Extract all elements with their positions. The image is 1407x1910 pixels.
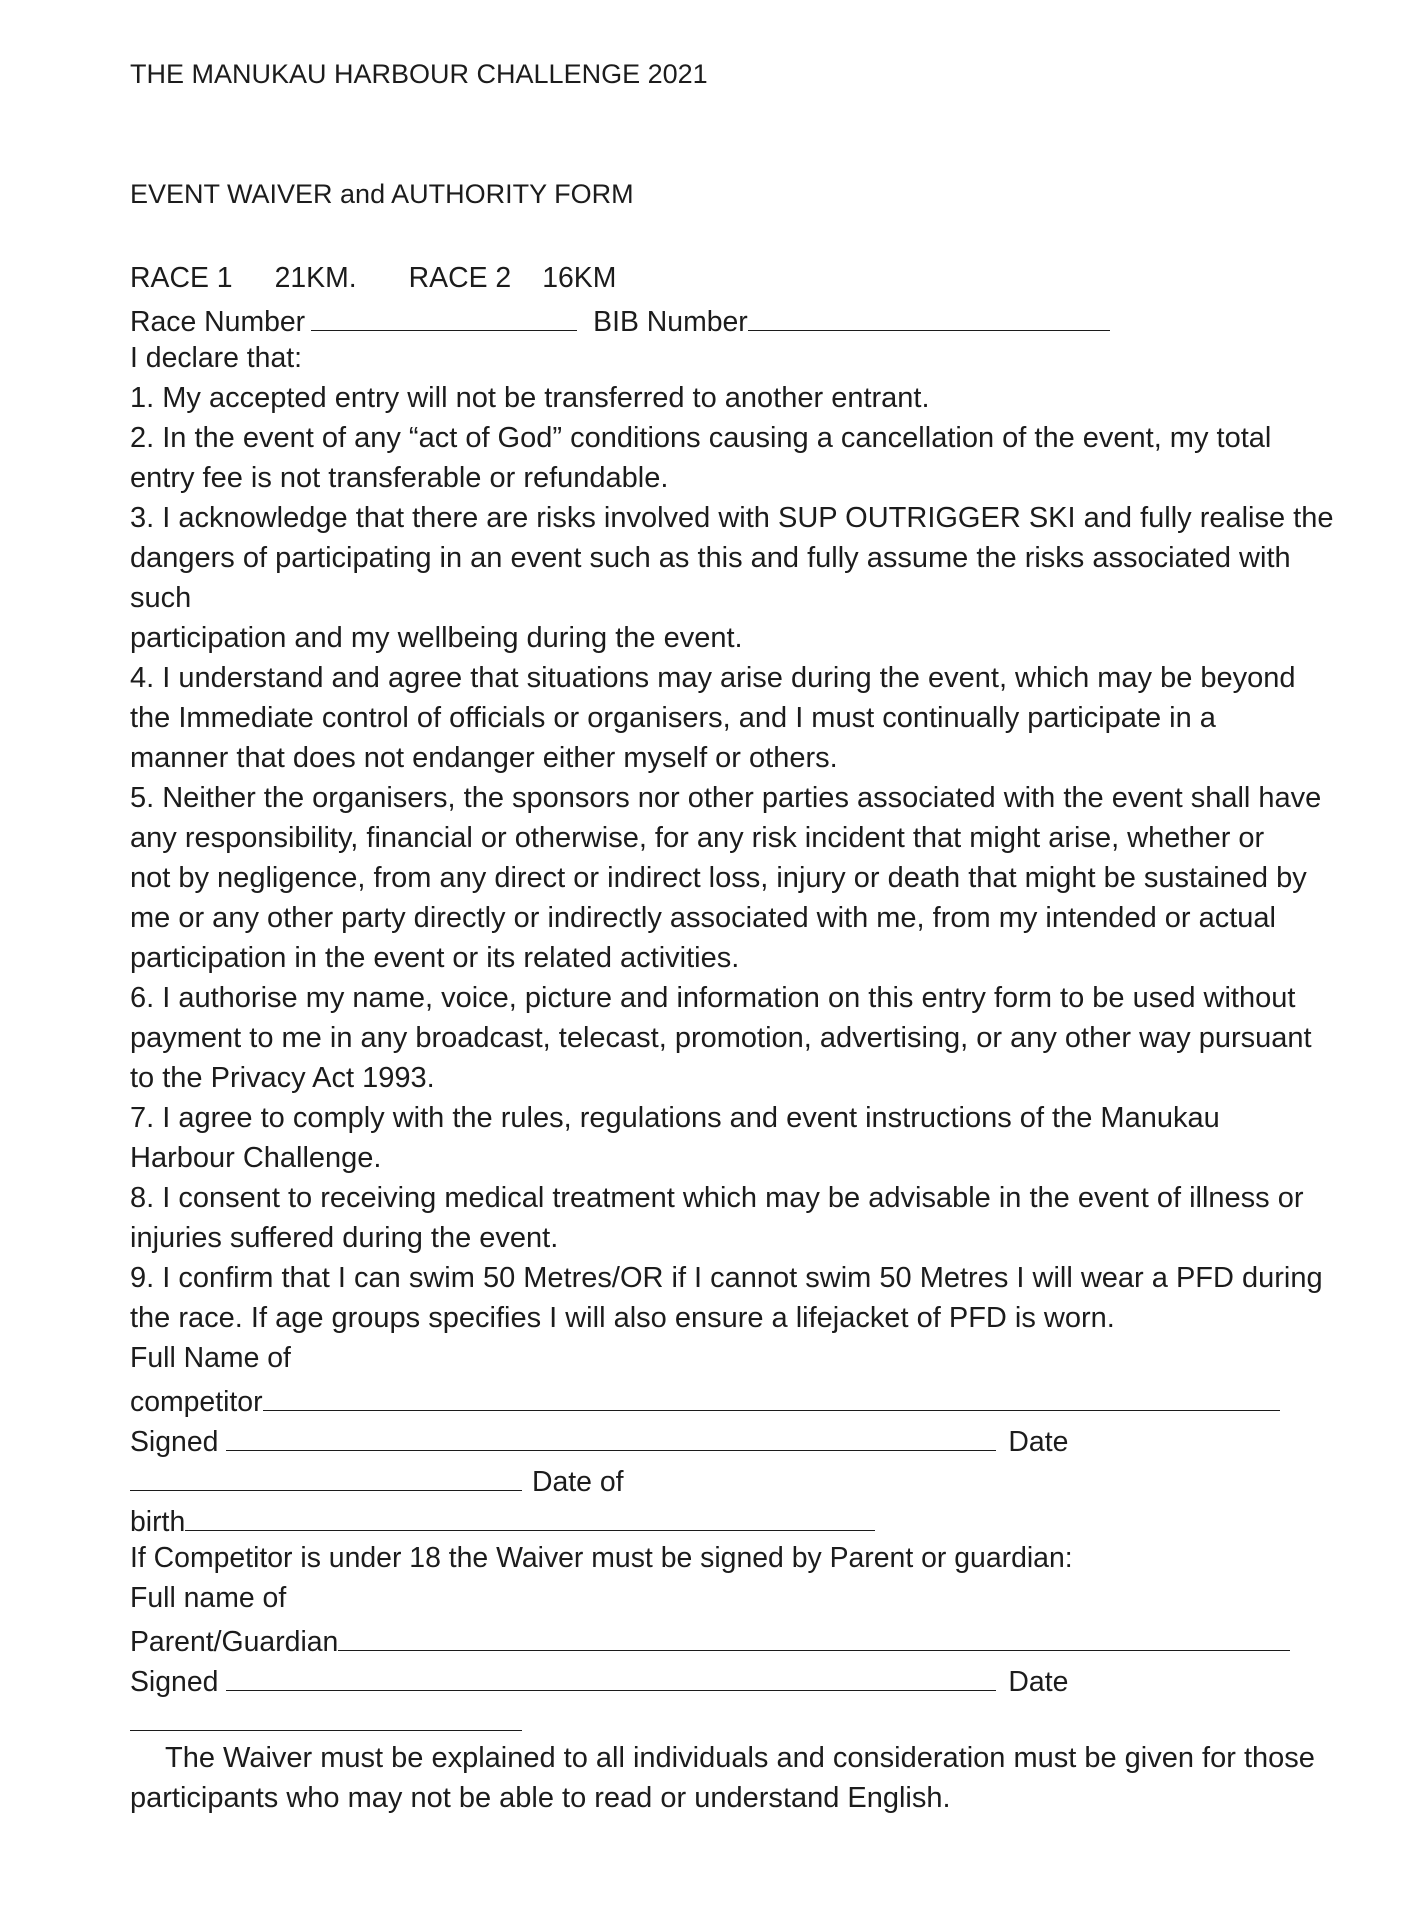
guardian-name-label-2: Parent/Guardian [130,1626,339,1658]
declaration-line: 9. I confirm that I can swim 50 Metres/OR if I cannot swim 50 Metres I will wear a PFD during [130,1262,1323,1294]
guardian-name-row [130,1622,1290,1658]
declaration-line: 6. I authorise my name, voice, picture and information on this entry form to be used without [130,982,1296,1014]
declaration-line: 5. Neither the organisers, the sponsors nor other parties associated with the event shall have [130,782,1322,814]
declaration-line: the Immediate control of officials or organisers, and I must continually participate in a [130,702,1216,734]
race-options-row [130,262,616,294]
competitor-date-label: Date [1008,1426,1069,1458]
document-title: THE MANUKAU HARBOUR CHALLENGE 2021 [130,59,708,89]
race1-distance: 21KM. [274,262,357,294]
competitor-date-row [130,1462,624,1498]
declaration-line: dangers of participating in an event such as this and fully assume the risks associated with [130,542,1291,574]
declaration-line: entry fee is not transferable or refundable. [130,462,669,494]
competitor-name-label-1: Full Name of [130,1342,291,1374]
race1-label: RACE 1 [130,262,233,294]
declaration-line: to the Privacy Act 1993. [130,1062,435,1094]
declaration-line: 3. I acknowledge that there are risks involved with SUP OUTRIGGER SKI and fully realise the [130,502,1334,534]
race2-distance: 16KM [542,262,617,294]
declaration-line: Harbour Challenge. [130,1142,382,1174]
declaration-line: manner that does not endanger either myself or others. [130,742,838,774]
declaration-intro: I declare that: [130,342,303,374]
race2-label: RACE 2 [408,262,512,294]
race-number-field[interactable] [311,302,577,331]
race-number-label: Race Number [130,306,306,338]
competitor-signed-row [130,1422,1068,1458]
footer-note-line-2: participants who may not be able to read or understand English. [130,1782,951,1814]
declaration-line: me or any other party directly or indirectly associated with me, from my intended or actual [130,902,1276,934]
competitor-name-row [130,1382,1280,1418]
declaration-line: 7. I agree to comply with the rules, regulations and event instructions of the Manukau [130,1102,1220,1134]
declaration-line: participation and my wellbeing during the event. [130,622,743,654]
guardian-signed-label: Signed [130,1666,219,1698]
bib-number-label: BIB Number [593,306,748,338]
guardian-signed-row [130,1662,1068,1698]
guardian-date-row [130,1702,522,1738]
declaration-line: participation in the event or its related activities. [130,942,740,974]
declaration-line: 4. I understand and agree that situations may arise during the event, which may be beyond [130,662,1296,694]
competitor-dob-row [130,1502,875,1538]
guardian-name-field[interactable] [338,1622,1290,1651]
competitor-dob-label-2: birth [130,1506,186,1538]
bib-number-field[interactable] [748,302,1110,331]
declaration-line: 2. In the event of any “act of God” conditions causing a cancellation of the event, my total [130,422,1272,454]
declaration-line: not by negligence, from any direct or indirect loss, injury or death that might be sustained by [130,862,1307,894]
guardian-notice: If Competitor is under 18 the Waiver must be signed by Parent or guardian: [130,1542,1073,1574]
guardian-date-field[interactable] [130,1702,522,1731]
declaration-line: any responsibility, financial or otherwise, for any risk incident that might arise, whether or [130,822,1265,854]
footer-note-line-1: The Waiver must be explained to all individuals and consideration must be given for those [165,1742,1315,1774]
competitor-signature-field[interactable] [226,1422,996,1451]
race-number-row [130,302,1110,338]
declaration-line: 1. My accepted entry will not be transferred to another entrant. [130,382,930,414]
guardian-date-label: Date [1008,1666,1069,1698]
declaration-line: the race. If age groups specifies I will also ensure a lifejacket of PFD is worn. [130,1302,1115,1334]
declaration-line: injuries suffered during the event. [130,1222,559,1254]
form-title: EVENT WAIVER and AUTHORITY FORM [130,179,634,209]
guardian-name-label-1: Full name of [130,1582,287,1614]
declaration-line: such [130,582,192,614]
guardian-signature-field[interactable] [226,1662,996,1691]
declaration-line: payment to me in any broadcast, telecast, promotion, advertising, or any other way pursuant [130,1022,1312,1054]
declaration-line: 8. I consent to receiving medical treatment which may be advisable in the event of illness or [130,1182,1304,1214]
competitor-date-field[interactable] [130,1462,522,1491]
competitor-signed-label: Signed [130,1426,219,1458]
competitor-name-label-2: competitor [130,1386,263,1418]
competitor-dob-field[interactable] [185,1502,875,1531]
competitor-name-field[interactable] [263,1382,1280,1411]
competitor-dob-label-1: Date of [532,1466,624,1498]
